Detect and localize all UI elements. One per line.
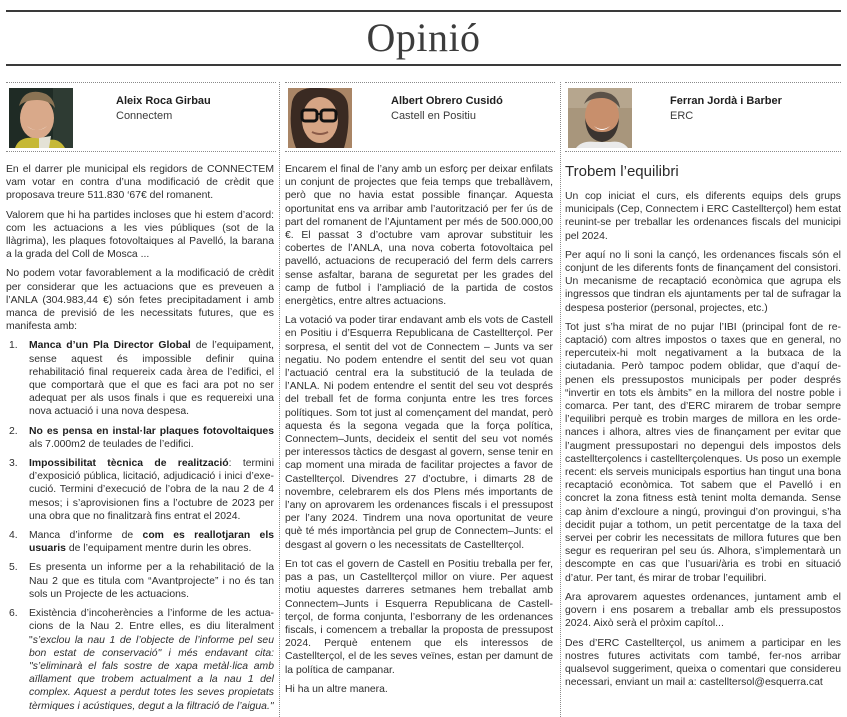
numbered-list	[6, 339, 274, 712]
opinion-column-castell-en-positiu	[285, 82, 555, 717]
author-byline	[565, 82, 841, 152]
paragraph: Ara aprovarem aquestes ordenances, juntament amb el govern i ens posarem a treballar amb els pressupostos 2024. Això serà el pròxim capítol...	[565, 591, 841, 630]
paragraph: Tot just s’ha mirat de no pujar l’IBI (principal font de recaptació) com altres impostos o taxes que en general, no repercuteix-hi molt negativament a la butxaca de la ciutadania. Però tampoc podem oblidar, que d’aquí depenen els pressupostos municipals per poder després “invertir en tots els àmbits” en la millora del nostre poble i comarca. Per tant, des d’ERC mirarem de trobar sempre l’equilibri perquè es trobin marges de millora en les ordenances i alhora, altres vies de finançament per evitar que l’augment pressupostari no depengui dels impostos dels castellterçolencs i castellterçolenques. Us poso un exemple recent: els serveis municipals esportius han tingut una bona recaptació econòmica. Tot sabem que el Pavelló i en concret la zona fitness està tenint molta demanda. Sense cap ànim d’excloure a ningú, provingui d’on provingui, s’ha decidit pujar a tothom, un petit percentatge de la taxa del servei per cobrir les necessitats de millora futures que ben segur es requeriran pel seu ús. Alhora, s’implementarà un descompte en cas que l’usuari/ària es trobi en situació d’atur. Per tant, és mirar de trobar l’equilibri.	[565, 321, 841, 584]
list-number: 6.	[9, 608, 18, 620]
paragraph: Des d’ERC Castellterçol, us animem a participar en les nostres futures activitats com també, fer-nos arribar qualsevol suggeriment, queixa o comentari que considereu necessari, enviant un mail a: castelltersol@esquerra.cat	[565, 637, 841, 689]
list-text: Existència d’incoherències a l’informe de les actuacions de la Nau 2. Entre elles, es diu literalment "	[29, 608, 274, 646]
list-number: 5.	[9, 562, 18, 574]
author-name: Aleix Roca Girbau	[116, 95, 211, 107]
list-text: de l’equipament mentre durin les obres.	[65, 543, 252, 555]
author-byline	[6, 82, 276, 152]
author-party: ERC	[670, 110, 694, 122]
article-body	[6, 152, 276, 713]
author-photo-aleix	[9, 88, 73, 148]
list-item	[6, 529, 274, 555]
author-photo-ferran	[568, 88, 632, 148]
column-divider	[279, 82, 280, 717]
paragraph: Per aquí no li soni la cançó, les ordenances fiscals són el conjunt de les diferents fonts de finançament del consistori. Un mecanisme de recaptació econòmica que agrupa els ingressos que tindran els ajuntaments per tal de sufragar la despesa posterior (personal, projectes, etc.)	[565, 249, 841, 314]
paragraph: Encarem el final de l’any amb un esforç per deixar enfilats un conjunt de projectes que feia temps que treballàvem, però que no havia estat possible finançar. Aquesta oportunitat ens va arribar amb l’autorització per fer ús de part del romanent de l’Ajuntament per més de 500.000,00 €. El passat 3 d’octubre vam aprovar substituir les cobertes de l’ANLA, una nova coberta fotovoltaica pel pavelló, actuacions de recuperació del ferm dels carrers sense asfaltar, barana de seguretat per les grades del camp de futbol i l’ampliació de la partida de costos energètics, entre altres actuacions.	[285, 164, 553, 308]
author-name: Albert Obrero Cusidó	[391, 95, 503, 107]
opinion-column-erc	[565, 82, 841, 717]
list-emphasis: Impossibilitat tècnica de realització	[29, 458, 229, 470]
paragraph: No podem votar favorablement a la modificació de crèdit per considerar que les actuacions que es preveuen a l’ANLA (304.983,44 €) són fetes precipitadament i amb manca de previsió de les necessitats futures, que es manifesta amb:	[6, 268, 274, 333]
list-quote: s’exclou la nau 1 de l’objecte de l’informe pel seu bon estat de conservació" i més endavant cita: "s’eliminarà el fals sostre de xapa metàl·lica amb aïllament que trobem actualment a la nau 1 del complex. Aquest a perdut totes les seves propietats tèrmiques i acústiques, degut a la filtració de l’aigua."	[29, 634, 274, 712]
list-text: de l’equipament, sense aquest és impossible definir quina rehabilitació final requereix cada àrea de l’edifici, el que comportarà que el que es faci ara pot no ser adequat per als usos finals i que es requereixi una nova actuació i una nova despesa.	[29, 340, 274, 418]
paragraph: Un cop iniciat el curs, els diferents equips dels grups municipals (Cep, Connectem i ERC Castellterçol) hem estat reunint-se per treballar les ordenances fiscals del municipi pel 2024.	[565, 191, 841, 242]
list-emphasis: com es reallotjaran els usuaris	[29, 530, 274, 555]
article-body	[565, 186, 841, 689]
list-number: 2.	[9, 425, 18, 437]
list-number: 4.	[9, 530, 18, 542]
paragraph: Valorem que hi ha partides incloses que hi estem d’acord: com les actuacions a les vies públiques (sot de la llàgrima), les plaques fotovoltaiques al Pavelló, la barana a la grada del Coll de Mosca ...	[6, 209, 274, 261]
list-item	[6, 425, 274, 451]
list-text: als 7.000m2 de teulades de l’edifici.	[29, 438, 194, 450]
author-byline	[285, 82, 555, 152]
article-body	[285, 152, 555, 696]
author-name: Ferran Jordà i Barber	[670, 95, 782, 107]
list-item	[6, 339, 274, 418]
author-party: Castell en Positiu	[391, 110, 476, 122]
list-item	[6, 607, 274, 713]
list-item	[6, 561, 274, 601]
column-divider	[560, 82, 561, 717]
author-party: Connectem	[116, 110, 173, 122]
section-title: Opinió	[366, 15, 481, 60]
list-number: 1.	[9, 340, 18, 352]
paragraph: En el darrer ple municipal els regidors de CONNECTEM vam votar en contra d’una modificació de crèdit que proposava treure 511.830 ‘67€ del romanent.	[6, 164, 274, 202]
paragraph: En tot cas el govern de Castell en Positiu treballa per fer, pas a pas, un Castellterçol millor on viure. Per aquest motiu aquestes darreres setmanes hem treballat amb Connectem–Junts i Esquerra Republicana de Castellterçol, de forma conjunta, l’esborrany de les ordenances fiscals, i comencem a treballar la proposta de pressupost 2024. Perquè entenem que els interessos de Castellterçol, el de les seves veïnes, estan per damunt de la política de campanar.	[285, 558, 553, 676]
list-emphasis: No es pensa en instal·lar plaques fotovoltaiques	[29, 425, 274, 437]
paragraph: La votació va poder tirar endavant amb els vots de Castell en Positiu i d’Esquerra Republicana de Castellterçol. Per sorpresa, el sentit del vot de Connectem – Junts va ser negatiu. No podem entendre el sentit del seu vot quan l’actuació central era la substitució de la teulada de l’ANLA. Ni podem entendre el sentit del seu vot després del treball fet de forma conjunta entre les tres forces polítiques. Som tot just al començament del mandat, però aquesta és la segona vegada que la força política, Connectem–Junts, decideix el sentit del seu vot només per interessos tàctics de desgast al govern, sense tenir en cap moment una mirada de facilitar projectes a favor de Castellterçol. Divendres 27 d’octubre, i dimarts 28 de novembre, celebrarem els dos Plens més importants de l’any on aprovarem les ordenances fiscals i el pressupost per l’any 2024. Tindrem una nova oportunitat de veure què té més importància pel grup de Connectem–Junts: el desgast al govern o les necessitats de Castellterçol.	[285, 315, 553, 551]
list-number: 3.	[9, 458, 18, 470]
list-item	[6, 457, 274, 523]
section-masthead	[6, 10, 841, 66]
paragraph: Hi ha un altre manera.	[285, 683, 388, 695]
article-headline: Trobem l’equilibri	[565, 163, 679, 180]
author-photo-albert	[288, 88, 352, 148]
list-text: Es presenta un informe per a la rehabilitació de la Nau 2 que es titula com “Avantprojecte” i no és tan sols un Projecte de les actuacions.	[29, 562, 274, 600]
list-emphasis: Manca d’un Pla Director Global	[29, 340, 191, 352]
list-text: Manca d’informe de	[29, 530, 143, 542]
opinion-column-connectem	[6, 82, 276, 717]
list-text: : termini d’exposició pública, licitació, adjudicació i inici d’execució. Termini d’execució de l’obra de la nau 2 de 4 mesos; i s’aprovisionen fins a l’octubre de 2023 per una obra que no finalitzarà fins entrat el 2024.	[29, 458, 275, 522]
